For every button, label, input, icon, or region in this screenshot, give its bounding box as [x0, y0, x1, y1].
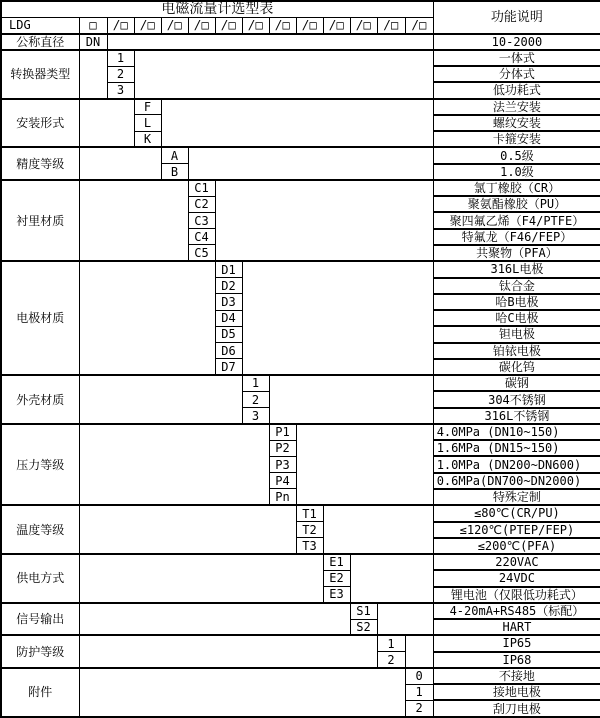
- description-cell: 220VAC: [433, 554, 600, 570]
- function-column-header: 功能说明: [433, 1, 600, 34]
- trailing-blank-cell: [242, 261, 433, 375]
- description-cell: 共聚物（PFA）: [433, 245, 600, 261]
- model-slot-box: /□: [405, 17, 433, 33]
- code-cell: 1: [107, 50, 134, 66]
- code-cell: T3: [296, 538, 323, 554]
- model-slot-box: /□: [107, 17, 134, 33]
- table-row: [1, 424, 600, 440]
- code-cell: D2: [215, 278, 242, 294]
- trailing-blank-cell: [323, 505, 433, 554]
- code-cell: D1: [215, 261, 242, 277]
- code-cell: 0: [405, 668, 433, 684]
- description-cell: 铂铱电极: [433, 343, 600, 359]
- description-cell: 4-20mA+RS485（标配）: [433, 603, 600, 619]
- table-row: [1, 147, 600, 163]
- description-cell: 316L电极: [433, 261, 600, 277]
- trailing-blank-cell: [188, 147, 433, 180]
- section-label: 公称直径: [1, 34, 79, 50]
- code-cell: C3: [188, 212, 215, 228]
- title-row: [1, 1, 600, 17]
- code-cell: 2: [405, 700, 433, 716]
- code-cell: D3: [215, 294, 242, 310]
- leading-blank-cell: [79, 554, 323, 603]
- trailing-blank-cell: [134, 50, 433, 99]
- leading-blank-cell: [79, 505, 296, 554]
- section-label: 温度等级: [1, 505, 79, 554]
- description-cell: 刮刀电极: [433, 700, 600, 716]
- description-cell: ≤120℃(PTEP/FEP): [433, 522, 600, 538]
- code-cell: P3: [269, 456, 296, 472]
- description-cell: 低功耗式: [433, 82, 600, 98]
- leading-blank-cell: [79, 147, 161, 180]
- code-cell: S2: [350, 619, 377, 635]
- code-cell: 3: [242, 408, 269, 424]
- page-title: 电磁流量计选型表: [1, 1, 433, 17]
- code-cell: 2: [377, 652, 405, 668]
- description-cell: 0.6MPa(DN700~DN2000): [433, 473, 600, 489]
- description-cell: 316L不锈钢: [433, 408, 600, 424]
- description-cell: 304不锈钢: [433, 391, 600, 407]
- section-label: 转换器类型: [1, 50, 79, 99]
- trailing-blank-cell: [215, 180, 433, 261]
- description-cell: IP65: [433, 635, 600, 651]
- section-label: 信号输出: [1, 603, 79, 636]
- description-cell: 卡箍安装: [433, 131, 600, 147]
- leading-blank-cell: [79, 375, 242, 424]
- table-row: [1, 180, 600, 196]
- table-row: [1, 375, 600, 391]
- description-cell: 分体式: [433, 66, 600, 82]
- description-cell: 接地电极: [433, 684, 600, 700]
- description-cell: 聚氨酯橡胶（PU）: [433, 196, 600, 212]
- table-row: [1, 603, 600, 619]
- leading-blank-cell: [79, 603, 350, 636]
- section-label: 电极材质: [1, 261, 79, 375]
- model-slot-box: /□: [215, 17, 242, 33]
- trailing-blank-cell: [269, 375, 433, 424]
- description-cell: 锂电池（仅限低功耗式）: [433, 587, 600, 603]
- code-cell: T1: [296, 505, 323, 521]
- code-cell: DN: [79, 34, 107, 50]
- table-row: [1, 554, 600, 570]
- description-cell: 0.5级: [433, 147, 600, 163]
- trailing-blank-cell: [107, 34, 433, 50]
- model-slot-box: /□: [350, 17, 377, 33]
- code-cell: P2: [269, 440, 296, 456]
- section-label: 压力等级: [1, 424, 79, 505]
- code-cell: C1: [188, 180, 215, 196]
- trailing-blank-cell: [350, 554, 433, 603]
- code-cell: D6: [215, 343, 242, 359]
- description-cell: 特氟龙（F46/FEP）: [433, 229, 600, 245]
- model-slot-box: /□: [188, 17, 215, 33]
- section-label: 防护等级: [1, 635, 79, 668]
- section-label: 附件: [1, 668, 79, 717]
- model-first-box: □: [79, 17, 107, 33]
- section-label: 供电方式: [1, 554, 79, 603]
- section-label: 精度等级: [1, 147, 79, 180]
- model-slot-box: /□: [269, 17, 296, 33]
- model-slot-box: /□: [161, 17, 188, 33]
- model-slot-box: /□: [242, 17, 269, 33]
- code-cell: A: [161, 147, 188, 163]
- description-cell: 1.6MPa (DN15~150): [433, 440, 600, 456]
- description-cell: ≤200℃(PFA): [433, 538, 600, 554]
- table-row: [1, 635, 600, 651]
- description-cell: 哈B电极: [433, 294, 600, 310]
- table-row: [1, 668, 600, 684]
- code-cell: T2: [296, 522, 323, 538]
- leading-blank-cell: [79, 50, 107, 99]
- section-label: 外壳材质: [1, 375, 79, 424]
- description-cell: 聚四氟乙烯（F4/PTFE）: [433, 212, 600, 228]
- code-cell: P1: [269, 424, 296, 440]
- trailing-blank-cell: [405, 635, 433, 668]
- trailing-blank-cell: [161, 99, 433, 148]
- description-cell: 法兰安装: [433, 99, 600, 115]
- model-slot-box: /□: [134, 17, 161, 33]
- description-cell: 1.0MPa (DN200~DN600): [433, 456, 600, 472]
- code-cell: C5: [188, 245, 215, 261]
- description-cell: 碳钢: [433, 375, 600, 391]
- table-row: [1, 99, 600, 115]
- model-slot-box: /□: [323, 17, 350, 33]
- code-cell: D5: [215, 326, 242, 342]
- model-slot-box: /□: [377, 17, 405, 33]
- code-cell: 3: [107, 82, 134, 98]
- description-cell: ≤80℃(CR/PU): [433, 505, 600, 521]
- description-cell: 哈C电极: [433, 310, 600, 326]
- code-cell: 1: [242, 375, 269, 391]
- code-cell: Pn: [269, 489, 296, 505]
- leading-blank-cell: [79, 180, 188, 261]
- description-cell: 一体式: [433, 50, 600, 66]
- code-cell: E3: [323, 587, 350, 603]
- leading-blank-cell: [79, 99, 134, 148]
- code-cell: D4: [215, 310, 242, 326]
- section-label: 衬里材质: [1, 180, 79, 261]
- code-cell: C4: [188, 229, 215, 245]
- description-cell: 特殊定制: [433, 489, 600, 505]
- code-cell: D7: [215, 359, 242, 375]
- code-cell: 2: [107, 66, 134, 82]
- section-label: 安装形式: [1, 99, 79, 148]
- description-cell: 氯丁橡胶（CR）: [433, 180, 600, 196]
- description-cell: 10-2000: [433, 34, 600, 50]
- description-cell: 1.0级: [433, 164, 600, 180]
- description-cell: 钽电极: [433, 326, 600, 342]
- code-cell: E2: [323, 570, 350, 586]
- description-cell: 碳化钨: [433, 359, 600, 375]
- model-prefix-label: LDG: [1, 17, 79, 33]
- leading-blank-cell: [79, 668, 405, 717]
- table-row: [1, 50, 600, 66]
- description-cell: HART: [433, 619, 600, 635]
- code-cell: L: [134, 115, 161, 131]
- description-cell: 不接地: [433, 668, 600, 684]
- description-cell: 螺纹安装: [433, 115, 600, 131]
- leading-blank-cell: [79, 635, 377, 668]
- table-row: [1, 34, 600, 50]
- code-cell: F: [134, 99, 161, 115]
- code-cell: K: [134, 131, 161, 147]
- description-cell: 4.0MPa (DN10~150): [433, 424, 600, 440]
- table-row: [1, 261, 600, 277]
- table-row: [1, 505, 600, 521]
- code-cell: C2: [188, 196, 215, 212]
- trailing-blank-cell: [296, 424, 433, 505]
- code-cell: 2: [242, 391, 269, 407]
- model-slot-box: /□: [296, 17, 323, 33]
- leading-blank-cell: [79, 261, 215, 375]
- code-cell: E1: [323, 554, 350, 570]
- code-cell: 1: [405, 684, 433, 700]
- description-cell: IP68: [433, 652, 600, 668]
- trailing-blank-cell: [377, 603, 433, 636]
- code-cell: S1: [350, 603, 377, 619]
- code-cell: B: [161, 164, 188, 180]
- description-cell: 24VDC: [433, 570, 600, 586]
- description-cell: 钛合金: [433, 278, 600, 294]
- code-cell: P4: [269, 473, 296, 489]
- leading-blank-cell: [79, 424, 269, 505]
- code-cell: 1: [377, 635, 405, 651]
